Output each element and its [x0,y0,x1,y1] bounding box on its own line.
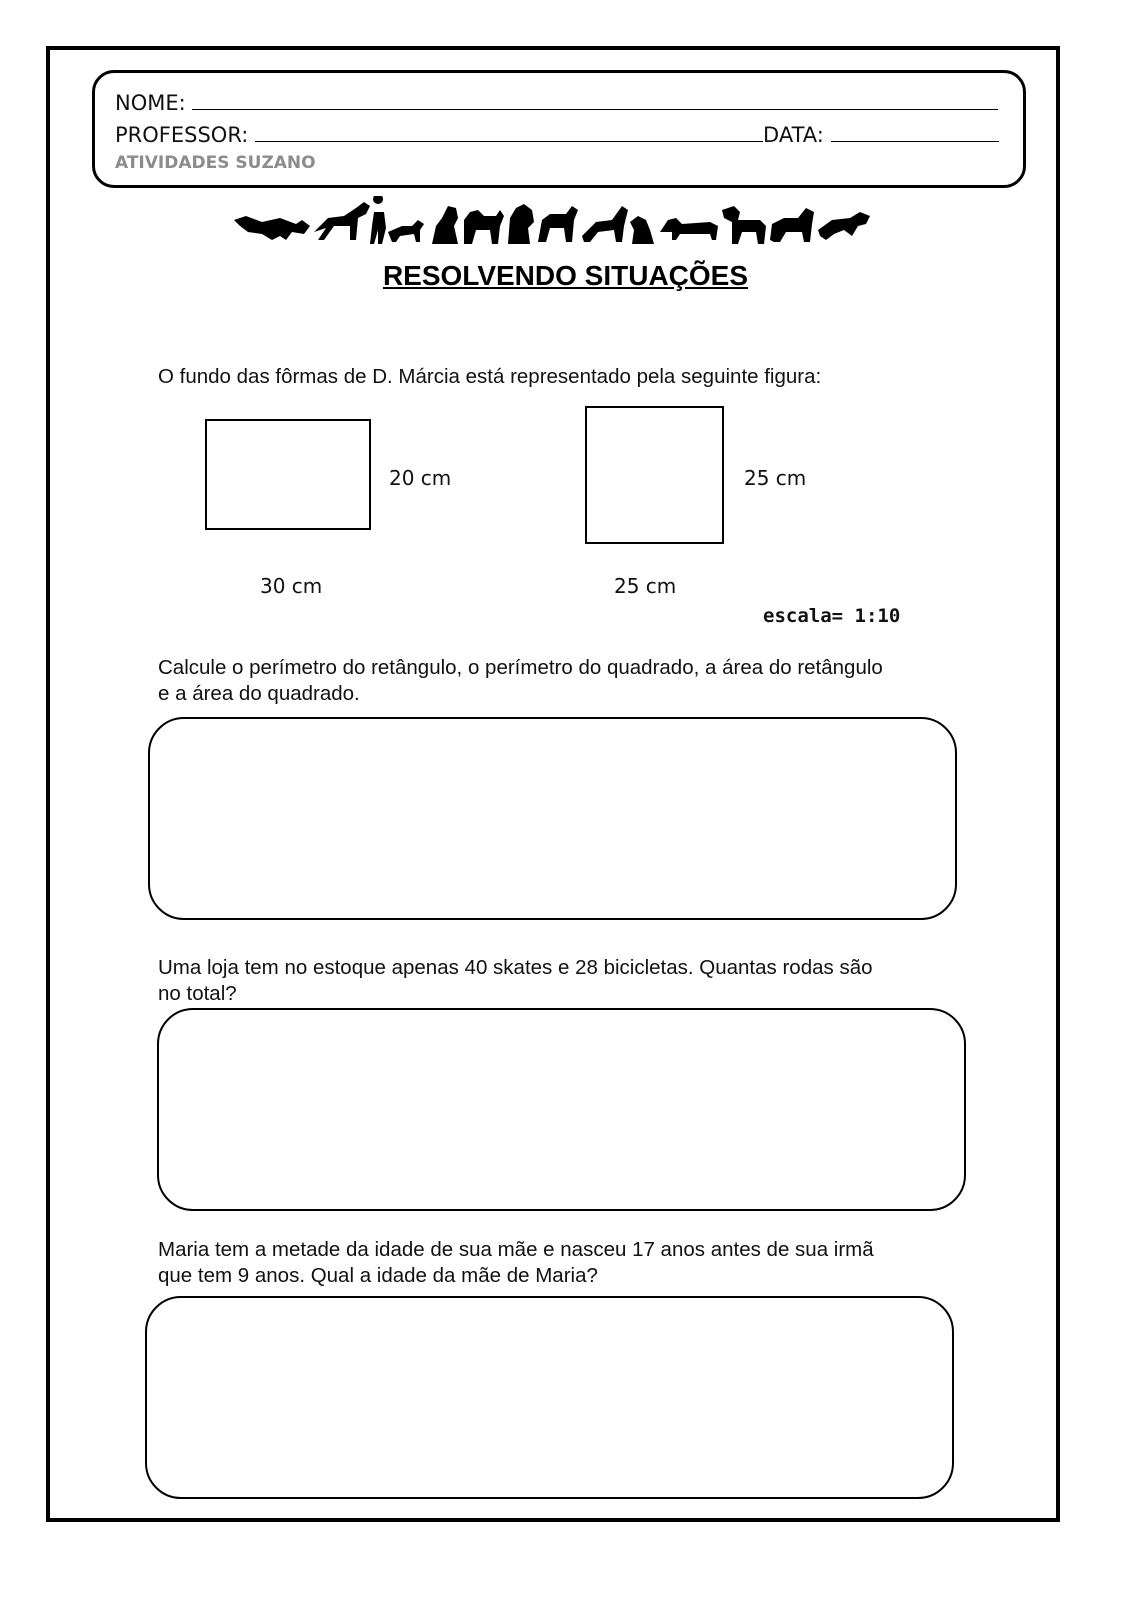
name-row [115,89,998,115]
scale-label: escala= 1:10 [763,605,901,627]
square-height-label: 25 cm [744,466,807,490]
question-2 [158,955,873,1007]
question-3 [158,1237,874,1289]
question-2-line-2: no total? [158,982,237,1005]
rectangle-figure [205,419,371,530]
square-figure [585,406,724,544]
professor-label: PROFESSOR: [115,123,249,147]
question-1 [158,655,883,707]
question-1-line-2: e a área do quadrado. [158,682,360,705]
source-label: ATIVIDADES SUZANO [115,153,316,173]
professor-field[interactable] [255,121,763,142]
date-label: DATA: [763,123,824,147]
question-3-line-1: Maria tem a metade da idade de sua mãe e nasceu 17 anos antes de sua irmã [158,1238,874,1261]
answer-box-1[interactable] [148,717,957,920]
dog-silhouettes-icon [232,196,876,248]
intro-text: O fundo das fôrmas de D. Márcia está representado pela seguinte figura: [158,365,822,388]
page-title: RESOLVENDO SITUAÇÕES [382,260,749,291]
name-label: NOME: [115,91,186,115]
student-info-box [92,70,1026,188]
question-3-line-2: que tem 9 anos. Qual a idade da mãe de Maria? [158,1264,598,1287]
question-2-line-1: Uma loja tem no estoque apenas 40 skates e 28 bicicletas. Quantas rodas são [158,956,873,979]
square-width-label: 25 cm [614,574,677,598]
date-field[interactable] [831,121,999,142]
rectangle-width-label: 30 cm [260,574,323,598]
question-1-line-1: Calcule o perímetro do retângulo, o perímetro do quadrado, a área do retângulo [158,656,883,679]
answer-box-3[interactable] [145,1296,954,1499]
rectangle-height-label: 20 cm [389,466,452,490]
professor-row [115,121,999,147]
answer-box-2[interactable] [157,1008,966,1211]
name-field[interactable] [192,89,998,110]
